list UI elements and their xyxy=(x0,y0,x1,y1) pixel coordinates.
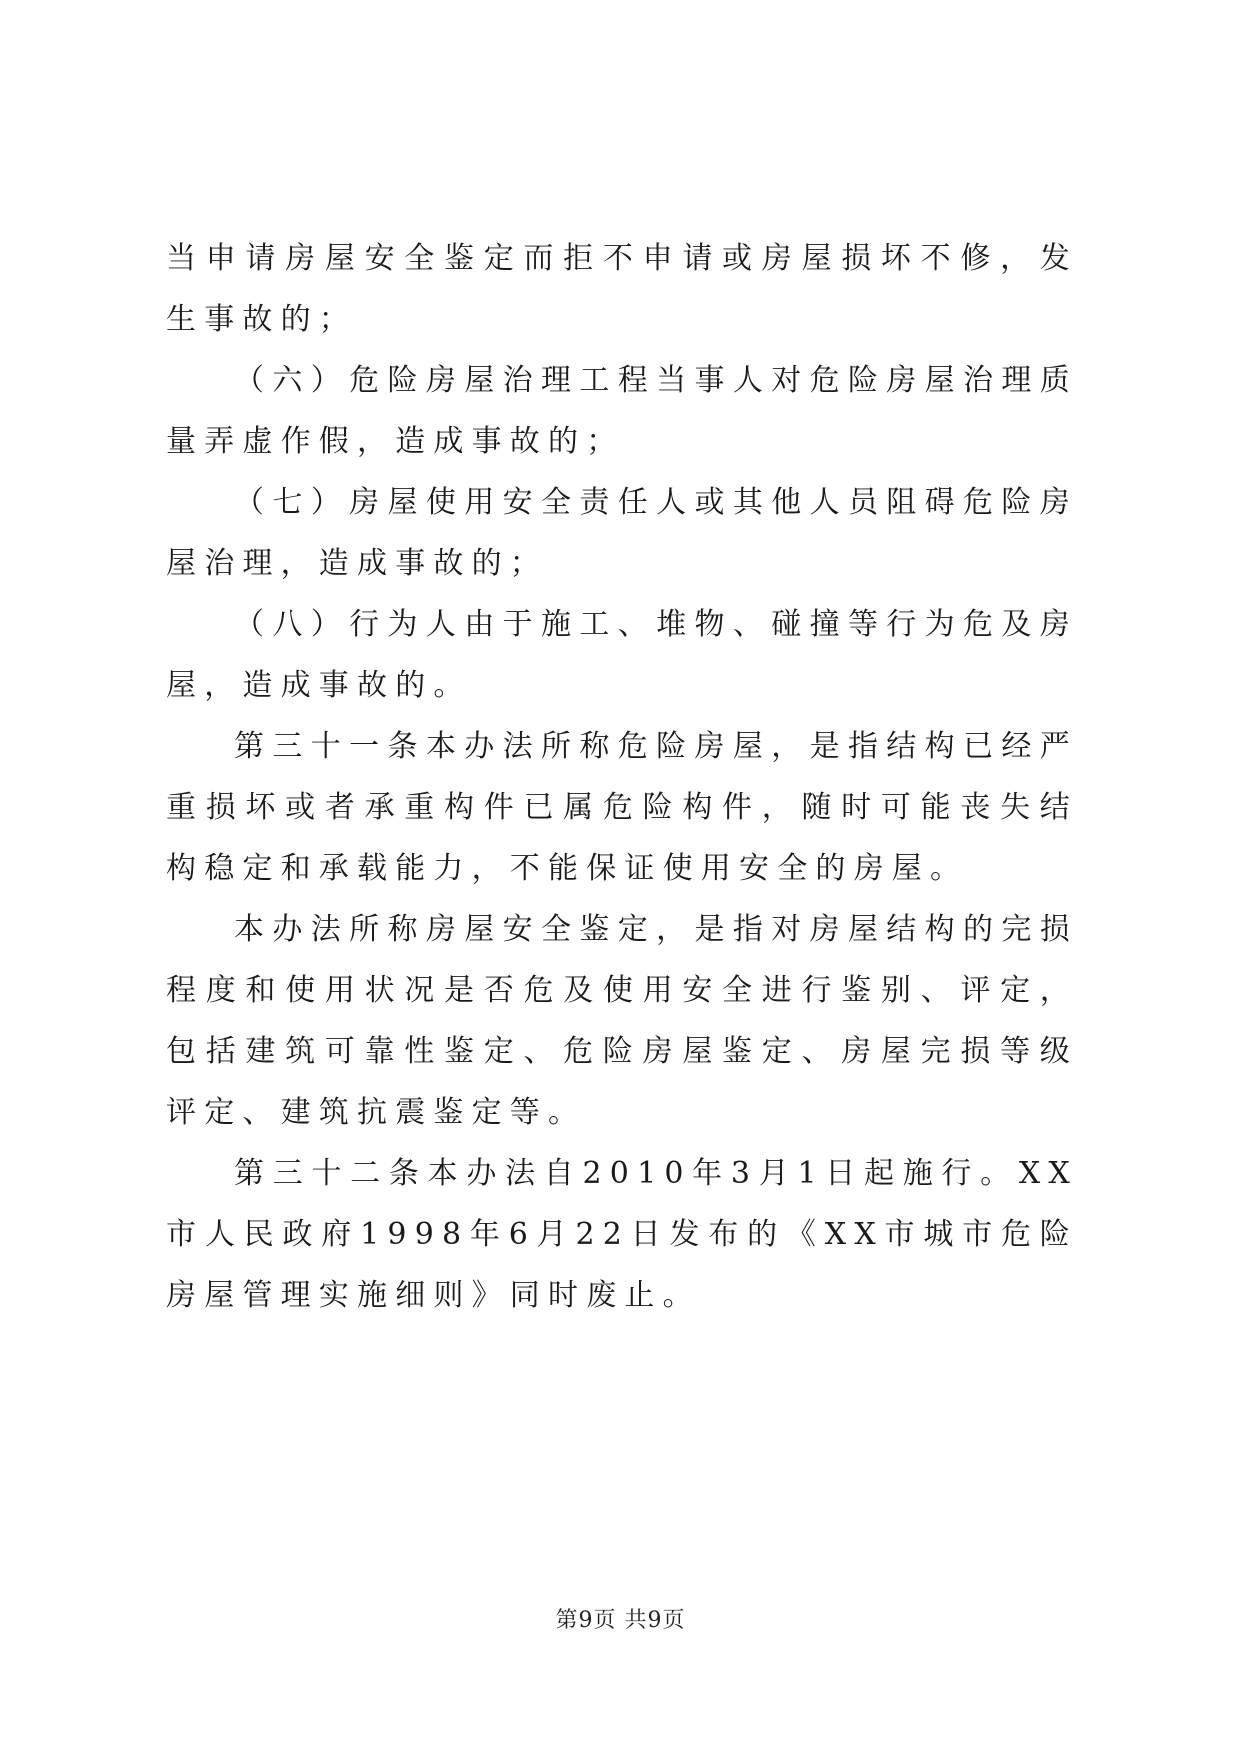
paragraph-item-7: （七）房屋使用安全责任人或其他人员阻碍危险房屋治理，造成事故的； xyxy=(166,485,1078,581)
paragraph-item-6: （六）危险房屋治理工程当事人对危险房屋治理质量弄虚作假，造成事故的； xyxy=(166,363,1078,459)
paragraph-item-8: （八）行为人由于施工、堆物、碰撞等行为危及房屋，造成事故的。 xyxy=(166,607,1078,703)
paragraph-article-31: 第三十一条本办法所称危险房屋，是指结构已经严重损坏或者承重构件已属危险构件，随时可能丧失结构稳定和承载能力，不能保证使用安全的房屋。 xyxy=(166,729,1078,886)
page-number-footer: 第9页 共9页 xyxy=(555,1608,686,1633)
paragraph-article-32: 第三十二条本办法自2010年3月1日起施行。XX市人民政府1998年6月22日发布的《XX市城市危险房屋管理实施细则》同时废止。 xyxy=(166,1156,1078,1313)
paragraph-definition: 本办法所称房屋安全鉴定，是指对房屋结构的完损程度和使用状况是否危及使用安全进行鉴别、评定，包括建筑可靠性鉴定、危险房屋鉴定、房屋完损等级评定、建筑抗震鉴定等。 xyxy=(166,912,1078,1130)
paragraph-continuation: 当申请房屋安全鉴定而拒不申请或房屋损坏不修，发生事故的； xyxy=(166,241,1078,337)
document-body xyxy=(166,228,1078,1326)
